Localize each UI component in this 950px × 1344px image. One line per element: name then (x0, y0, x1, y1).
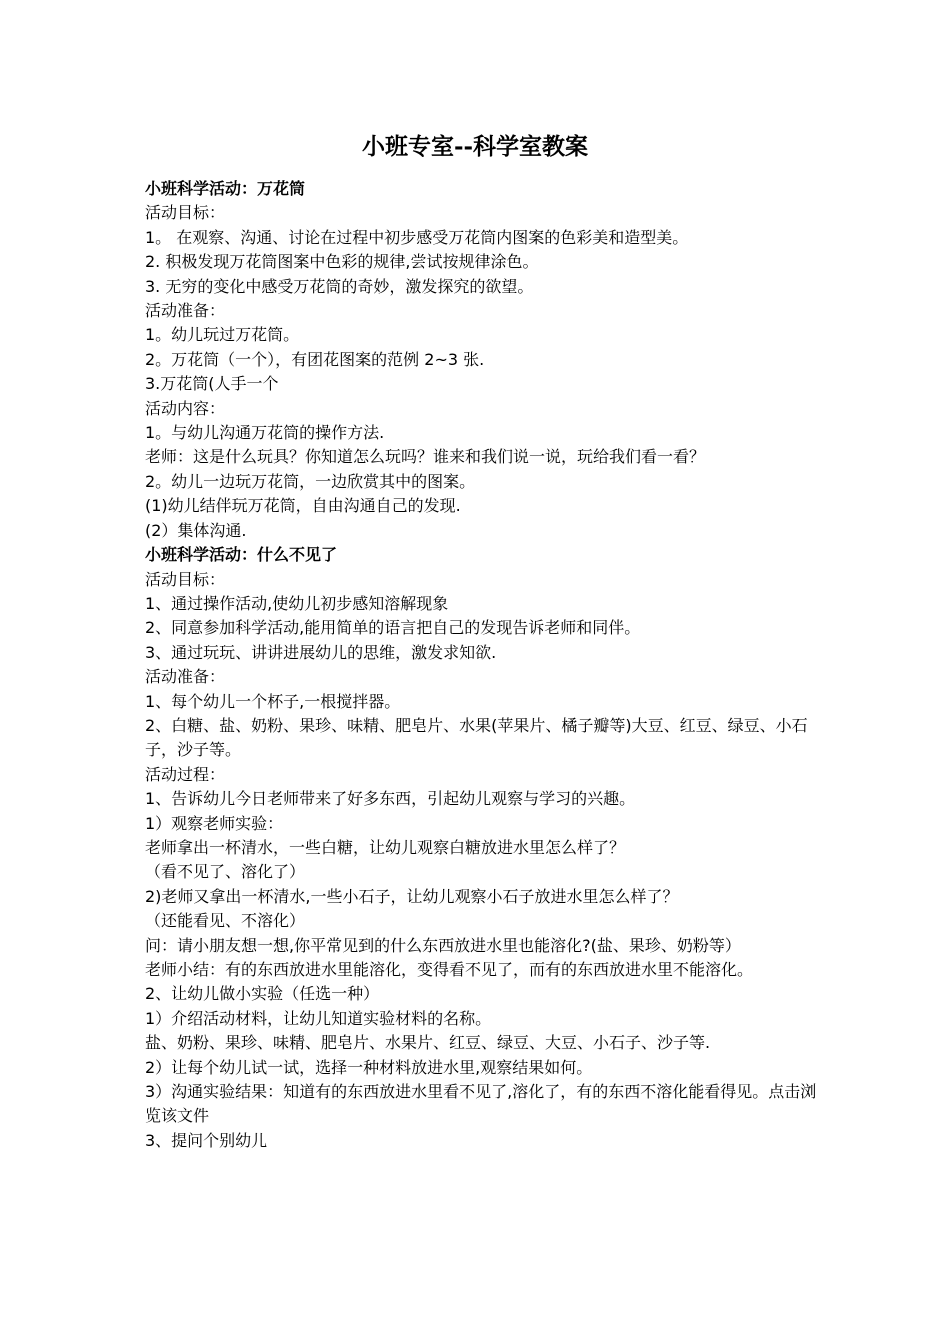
text-line: 2、同意参加科学活动,能用简单的语言把自己的发现告诉老师和同伴。 (145, 618, 641, 638)
text-line: 2、让幼儿做小实验（任选一种） (145, 984, 380, 1004)
section-heading: 小班科学活动：万花筒 (145, 179, 306, 198)
text-line: 1、通过操作活动,使幼儿初步感知溶解现象 (145, 593, 449, 613)
text-line: 3.万花筒(人手一个 (145, 374, 279, 394)
text-line: 老师拿出一杯清水，一些白糖，让幼儿观察白糖放进水里怎么样了？ (145, 837, 626, 857)
text-line: 2。幼儿一边玩万花筒，一边欣赏其中的图案。 (145, 471, 476, 491)
text-line: 1）介绍活动材料，让幼儿知道实验材料的名称。 (145, 1008, 492, 1028)
text-line: 2、白糖、盐、奶粉、果珍、味精、肥皂片、水果(苹果片、橘子瓣等)大豆、红豆、绿豆、小石子，沙子等。 (145, 715, 808, 760)
text-line: 1、每个幼儿一个杯子,一根搅拌器。 (145, 691, 401, 711)
text-line: (1)幼儿结伴玩万花筒，自由沟通自己的发现. (145, 496, 461, 516)
text-line: 1。 在观察、沟通、讨论在过程中初步感受万花筒内图案的色彩美和造型美。 (145, 227, 689, 247)
text-line: 2. 积极发现万花筒图案中色彩的规律,尝试按规律涂色。 (145, 252, 539, 272)
text-line: 2。万花筒（一个），有团花图案的范例 2~3 张. (145, 349, 485, 369)
text-line: 1）观察老师实验： (145, 813, 284, 833)
text-line: 1。与幼儿沟通万花筒的操作方法. (145, 423, 385, 443)
text-line: 问：请小朋友想一想,你平常见到的什么东西放进水里也能溶化?(盐、果珍、奶粉等） (145, 935, 741, 955)
text-line: 活动目标： (145, 203, 226, 223)
text-line: 2)老师又拿出一杯清水,一些小石子，让幼儿观察小石子放进水里怎么样了？ (145, 886, 679, 906)
document-title: 小班专室--科学室教案 (361, 133, 589, 160)
document-body (145, 177, 821, 1153)
text-line: （看不见了、溶化了） (145, 862, 306, 882)
section-heading: 小班科学活动：什么不见了 (145, 545, 338, 565)
text-line: 3、提问个别幼儿 (145, 1130, 268, 1150)
text-line: 1。幼儿玩过万花筒。 (145, 325, 300, 345)
text-line: （还能看见、不溶化） (145, 911, 306, 931)
text-line: 活动准备： (145, 667, 226, 687)
text-line: 3、通过玩玩、讲讲进展幼儿的思维，激发求知欲. (145, 642, 497, 662)
text-line: 盐、奶粉、果珍、味精、肥皂片、水果片、红豆、绿豆、大豆、小石子、沙子等. (145, 1033, 711, 1053)
text-line: 老师小结：有的东西放进水里能溶化，变得看不见了，而有的东西放进水里不能溶化。 (145, 960, 754, 979)
text-line: 2）让每个幼儿试一试，选择一种材料放进水里,观察结果如何。 (145, 1057, 593, 1077)
text-line: 活动过程： (145, 764, 226, 784)
text-line: 活动目标： (145, 569, 226, 589)
text-line: 老师：这是什么玩具？你知道怎么玩吗？谁来和我们说一说，玩给我们看一看？ (145, 447, 706, 467)
text-line: (2）集体沟通. (145, 520, 247, 540)
text-line: 3. 无穷的变化中感受万花筒的奇妙，激发探究的欲望。 (145, 276, 534, 296)
text-line: 活动内容： (145, 398, 226, 418)
text-line: 1、告诉幼儿今日老师带来了好多东西，引起幼儿观察与学习的兴趣。 (145, 789, 636, 809)
text-line: 活动准备： (145, 301, 226, 321)
text-line: 3）沟通实验结果：知道有的东西放进水里看不见了,溶化了，有的东西不溶化能看得见。点击浏览该文件 (145, 1082, 817, 1126)
